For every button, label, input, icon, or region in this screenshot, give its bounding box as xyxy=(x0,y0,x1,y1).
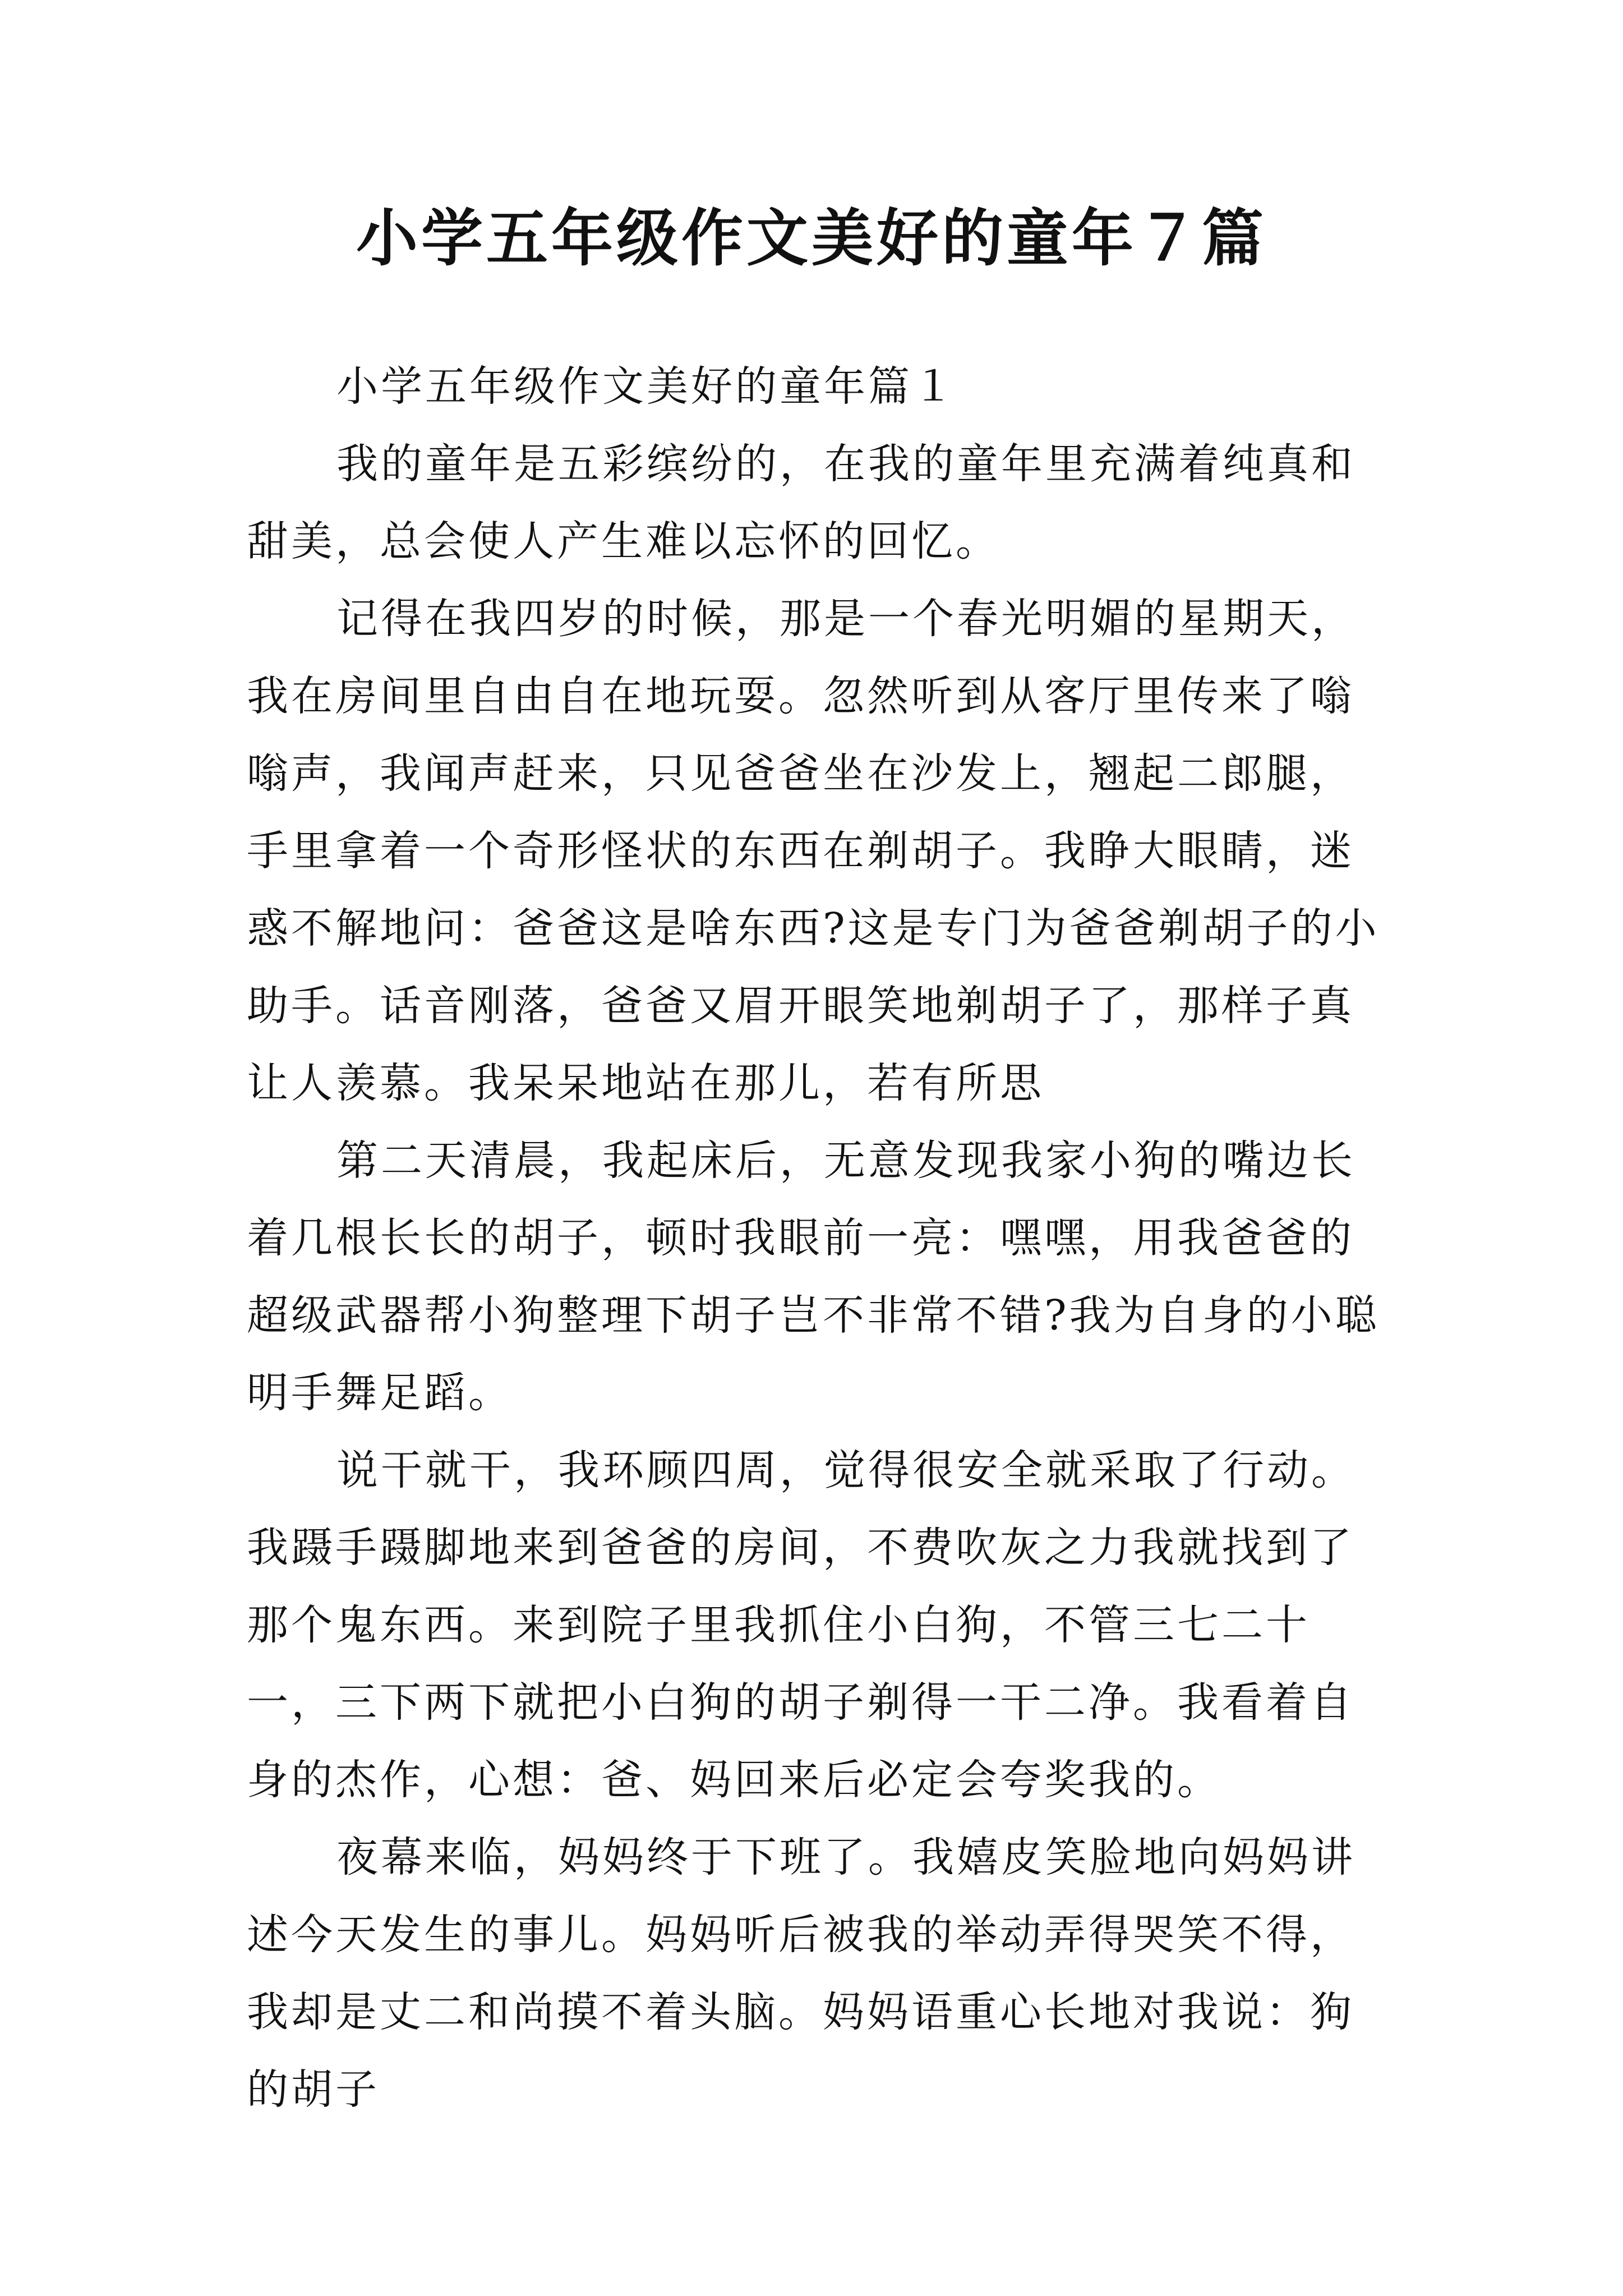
paragraph-1: 我的童年是五彩缤纷的，在我的童年里充满着纯真和甜美，总会使人产生难以忘怀的回忆。 xyxy=(247,440,1355,565)
paragraph-3: 第二天清晨，我起床后，无意发现我家小狗的嘴边长着几根长长的胡子，顿时我眼前一亮：嘿嘿，用我爸爸的超级武器帮小狗整理下胡子岂不非常不错?我为自身的小聪明手舞足蹈。 xyxy=(247,1137,1380,1417)
paragraph-2: 记得在我四岁的时候，那是一个春光明媚的星期天，我在房间里自由自在地玩耍。忽然听到从客厅里传来了嗡嗡声，我闻声赶来，只见爸爸坐在沙发上，翘起二郎腿，手里拿着一个奇形怪状的东西在剃胡子。我睁大眼睛，迷惑不解地问：爸爸这是啥东西?这是专门为爸爸剃胡子的小助手。话音刚落，爸爸又眉开眼笑地剃胡子了，那样子真让人羡慕。我呆呆地站在那儿，若有所思 xyxy=(247,595,1380,1107)
document-title: 小学五年级作文美好的童年７篇 xyxy=(356,202,1267,274)
paragraph-5: 夜幕来临，妈妈终于下班了。我嬉皮笑脸地向妈妈讲述今天发生的事儿。妈妈听后被我的举动弄得哭笑不得，我却是丈二和尚摸不着头脑。妈妈语重心长地对我说：狗的胡子 xyxy=(247,1833,1355,2114)
section-heading: 小学五年级作文美好的童年篇１ xyxy=(336,362,957,411)
document-body xyxy=(247,348,1391,2128)
paragraph-4: 说干就干，我环顾四周，觉得很安全就采取了行动。我蹑手蹑脚地来到爸爸的房间，不费吹灰之力我就找到了那个鬼东西。来到院子里我抓住小白狗，不管三七二十一，三下两下就把小白狗的胡子剃得一干二净。我看着自身的杰作，心想：爸、妈回来后必定会夸奖我的。 xyxy=(247,1446,1355,1804)
